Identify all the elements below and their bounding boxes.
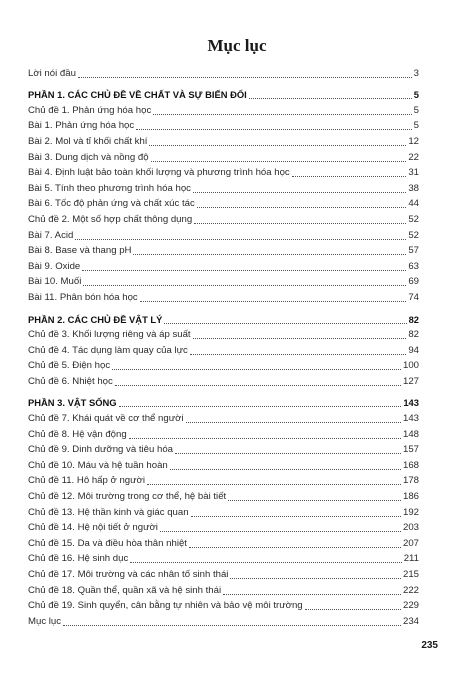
toc-entry-label: Chủ đề 5. Điện học: [28, 360, 111, 372]
dot-leader: [63, 625, 401, 626]
toc-entry-page: 12: [408, 135, 419, 147]
toc-entry-label: Bài 4. Định luật bảo toàn khối lượng và phương trình hóa học: [28, 167, 290, 179]
toc-entry-row: [28, 456, 419, 472]
toc-entry-label: Chủ đề 3. Khối lượng riêng và áp suất: [28, 329, 191, 341]
toc-entry-label: Bài 11. Phân bón hóa học: [28, 291, 138, 303]
toc-section-row: [28, 310, 419, 326]
toc-entry-row: [28, 288, 419, 304]
toc-entry-page: 207: [402, 537, 419, 549]
toc-entry-page: 52: [408, 229, 419, 241]
toc-entry-page: 3: [413, 67, 419, 79]
dot-leader: [119, 406, 402, 407]
toc-entry-page: 74: [408, 291, 419, 303]
toc-entry-label: Chủ đề 13. Hệ thần kinh và giác quan: [28, 506, 189, 518]
toc-entry-page: 38: [408, 182, 419, 194]
dot-leader: [130, 562, 401, 563]
toc-entry-label: PHẦN 2. CÁC CHỦ ĐỀ VẬT LÝ: [28, 313, 163, 325]
toc-entry-page: 203: [402, 522, 419, 534]
toc-entry-page: 234: [402, 615, 419, 627]
toc-entry-row: [28, 357, 419, 373]
toc-entry-label: Chủ đề 10. Máu và hệ tuần hoàn: [28, 459, 168, 471]
toc-list: [28, 64, 419, 628]
toc-entry-row: [28, 472, 419, 488]
toc-entry-page: 178: [402, 475, 419, 487]
toc-entry-page: 127: [402, 375, 419, 387]
page-title: Mục lục: [207, 36, 267, 55]
toc-entry-page: 100: [402, 360, 419, 372]
toc-entry-row: [28, 425, 419, 441]
toc-entry-label: Chủ đề 1. Phản ứng hóa học: [28, 104, 152, 116]
toc-entry-label: Chủ đề 19. Sinh quyển, cân bằng tự nhiên và bảo vệ môi trường: [28, 600, 303, 612]
toc-entry-page: 143: [402, 413, 419, 425]
toc-entry-row: [28, 550, 419, 566]
toc-entry-page: 22: [408, 151, 419, 163]
toc-entry-label: Chủ đề 16. Hệ sinh dục: [28, 553, 129, 565]
toc-entry-row: [28, 597, 419, 613]
toc-entry-label: Chủ đề 14. Hệ nội tiết ở người: [28, 522, 158, 534]
toc-entry-label: Bài 8. Base và thang pH: [28, 245, 132, 257]
toc-entry-page: 44: [408, 198, 419, 210]
toc-entry-label: Mục lục: [28, 615, 62, 627]
dot-leader: [230, 578, 401, 579]
toc-entry-label: Chủ đề 9. Dinh dưỡng và tiêu hóa: [28, 444, 173, 456]
toc-entry-row: [28, 132, 419, 148]
toc-entry-label: Bài 2. Mol và tỉ khối chất khí: [28, 135, 148, 147]
toc-entry-page: 192: [402, 506, 419, 518]
dot-leader: [223, 594, 401, 595]
toc-entry-label: Chủ đề 17. Môi trường và các nhân tố sinh thái: [28, 569, 229, 580]
toc-entry-page: 94: [408, 344, 419, 356]
toc-entry-page: 82: [408, 329, 419, 341]
toc-entry-row: [28, 341, 419, 357]
toc-entry-label: Bài 6. Tốc độ phản ứng và chất xúc tác: [28, 198, 195, 210]
dot-leader: [228, 500, 401, 501]
toc-entry-label: Chủ đề 4. Tác dụng làm quay của lực: [28, 344, 188, 356]
toc-entry-page: 52: [408, 213, 419, 225]
toc-entry-label: Bài 3. Dung dịch và nồng độ: [28, 151, 149, 163]
toc-entry-page: 143: [403, 397, 419, 409]
toc-entry-label: PHẦN 1. CÁC CHỦ ĐỀ VỀ CHẤT VÀ SỰ BIẾN ĐỔI: [28, 89, 247, 101]
dot-leader: [82, 270, 406, 271]
toc-entry-row: [28, 441, 419, 457]
toc-entry-row: [28, 210, 419, 226]
toc-entry-label: Bài 10. Muối: [28, 276, 82, 288]
dot-leader: [136, 129, 411, 130]
toc-entry-row: [28, 503, 419, 519]
toc-entry-page: 82: [408, 313, 419, 325]
toc-entry-label: Bài 5. Tính theo phương trình hóa học: [28, 182, 191, 194]
dot-leader: [83, 285, 406, 286]
toc-entry-row: [28, 612, 419, 628]
toc-entry-row: [28, 148, 419, 164]
dot-leader: [75, 239, 406, 240]
dot-leader: [191, 516, 401, 517]
toc-entry-row: [28, 226, 419, 242]
toc-section-row: [28, 394, 419, 410]
toc-entry-row: [28, 117, 419, 133]
dot-leader: [149, 145, 406, 146]
toc-entry-page: 5: [413, 104, 419, 116]
toc-entry-row: [28, 409, 419, 425]
dot-leader: [197, 207, 407, 208]
dot-leader: [164, 323, 406, 324]
toc-entry-row: [28, 565, 419, 581]
toc-entry-page: 31: [408, 167, 419, 179]
dot-leader: [115, 385, 401, 386]
dot-leader: [151, 161, 407, 162]
dot-leader: [194, 223, 406, 224]
toc-entry-label: Chủ đề 2. Một số hợp chất thông dụng: [28, 213, 193, 225]
toc-entry-row: [28, 257, 419, 273]
toc-entry-row: [28, 195, 419, 211]
dot-leader: [147, 484, 401, 485]
dot-leader: [193, 192, 406, 193]
toc-entry-page: 5: [413, 89, 419, 101]
dot-leader: [160, 531, 401, 532]
dot-leader: [153, 114, 411, 115]
toc-entry-page: 157: [402, 444, 419, 456]
toc-entry-page: 57: [408, 245, 419, 257]
toc-entry-row: [28, 534, 419, 550]
toc-entry-row: [28, 487, 419, 503]
toc-entry-label: Bài 7. Acid: [28, 229, 74, 241]
dot-leader: [249, 98, 412, 99]
toc-entry-label: Lời nói đầu: [28, 67, 76, 79]
toc-entry-page: 229: [402, 600, 419, 612]
toc-entry-row: [28, 101, 419, 117]
toc-entry-row: [28, 164, 419, 180]
dot-leader: [112, 369, 401, 370]
dot-leader: [190, 354, 406, 355]
dot-leader: [78, 77, 412, 78]
toc-entry-row: [28, 179, 419, 195]
toc-entry-label: Chủ đề 12. Môi trường trong cơ thể, hệ bài tiết: [28, 491, 227, 503]
toc-entry-row: [28, 242, 419, 258]
toc-entry-page: 69: [408, 276, 419, 288]
toc-entry-page: 215: [402, 569, 419, 580]
toc-entry-label: Bài 9. Oxide: [28, 260, 81, 272]
dot-leader: [189, 547, 401, 548]
dot-leader: [129, 438, 401, 439]
toc-entry-page: 148: [402, 428, 419, 440]
dot-leader: [193, 338, 407, 339]
toc-entry-page: 211: [403, 553, 419, 565]
toc-entry-row: [28, 326, 419, 342]
toc-entry-page: 222: [402, 584, 419, 596]
toc-entry-label: Chủ đề 6. Nhiệt học: [28, 375, 113, 387]
dot-leader: [133, 254, 406, 255]
toc-entry-label: Chủ đề 7. Khái quát về cơ thể người: [28, 413, 184, 425]
toc-entry-page: 186: [402, 491, 419, 503]
toc-entry-label: Chủ đề 15. Da và điều hòa thân nhiệt: [28, 537, 187, 549]
dot-leader: [170, 469, 401, 470]
toc-entry-page: 5: [413, 120, 419, 132]
dot-leader: [175, 453, 401, 454]
dot-leader: [186, 422, 401, 423]
toc-entry-row: [28, 273, 419, 289]
toc-entry-row: [28, 372, 419, 388]
dot-leader: [305, 609, 401, 610]
toc-entry-label: Chủ đề 8. Hệ vận động: [28, 428, 127, 440]
toc-entry-label: PHẦN 3. VẬT SỐNG: [28, 397, 117, 409]
dot-leader: [292, 176, 407, 177]
toc-entry-row: [28, 581, 419, 597]
toc-entry-label: Bài 1. Phản ứng hóa học: [28, 120, 135, 132]
toc-entry-label: Chủ đề 18. Quần thể, quần xã và hệ sinh thái: [28, 584, 222, 596]
toc-entry-page: 168: [402, 459, 419, 471]
toc-section-row: [28, 86, 419, 102]
page-number: 235: [421, 640, 438, 651]
toc-entry-row: [28, 64, 419, 80]
dot-leader: [140, 301, 407, 302]
toc-entry-label: Chủ đề 11. Hô hấp ở người: [28, 475, 145, 487]
toc-entry-row: [28, 519, 419, 535]
toc-entry-page: 63: [408, 260, 419, 272]
